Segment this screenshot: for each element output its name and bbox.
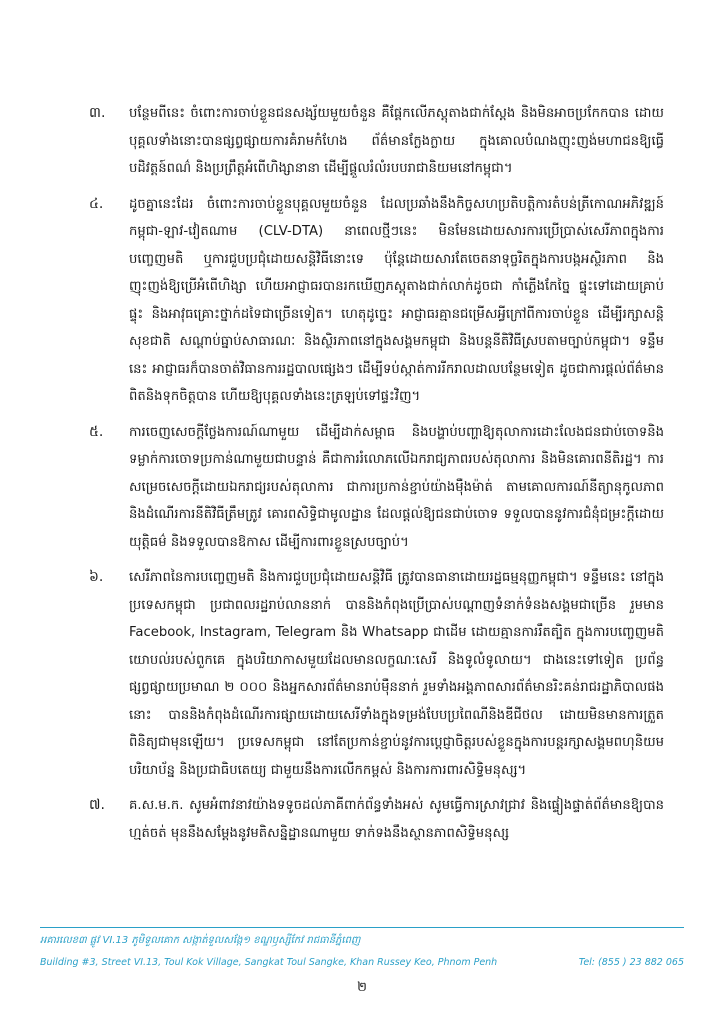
item-number: ៦. [89,569,104,585]
list-item [89,419,664,557]
item-number: ៤. [89,195,104,212]
footer-address-english: Building #3, Street VI.13, Toul Kok Village, Sangkat Toul Sangke, Khan Russey Keo, Phnom Penh [40,957,498,968]
item-number: ៧. [89,797,105,813]
numbered-paragraph-list [89,100,664,855]
list-item [89,564,664,784]
footer-address-khmer: អគារលេខ៣ ផ្លូវ VI.13 ភូមិទួលគោក សង្កាត់ទួលសង្កែ១ ខណ្ឌឫស្សីកែវ រាជធានីភ្នំពេញ [40,935,361,946]
item-number: ៣. [89,105,106,121]
item-paragraph: គ.ស.ម.ក. សូមអំពាវនាវយ៉ាងទទូចដល់ភាគីពាក់ព័ន្ធទាំងអស់ សូមធ្វើការស្រាវជ្រាវ និងផ្ទៀងផ្ទាត់ព័ត៌មានឱ្យបានហ្មត់ចត់ មុននឹងសម្ដែងនូវមតិសន្និដ្ឋានណាមួយ ទាក់ទងនឹងស្ថានភាពសិទ្ធិមនុស្ស [129,798,664,841]
footer-divider [40,927,684,928]
list-item [89,100,664,183]
page-number: ២ [357,980,367,995]
list-item [89,792,664,847]
item-paragraph: បន្ថែមពីនេះ ចំពោះការចាប់ខ្លួនជនសង្ស័យមួយចំនួន គឺផ្ដែកលើភស្តុតាងជាក់ស្តែង និងមិនអាចប្រកែកបាន ដោយបុគ្គលទាំងនោះបានផ្សព្វផ្សាយការគំរាមកំហែង ព័ត៌មានក្លែងក្លាយ ក្នុងគោលបំណងញុះញង់មហាជនឱ្យធ្វើបដិវត្តន៍ពណ៌ និងប្រព្រឹត្តអំពើហិង្សានានា ដើម្បីផ្ដួលរំលំរបបរាជានិយមនៅកម្ពុជា។ [129,106,664,176]
item-paragraph: ដូចគ្នានេះដែរ ចំពោះការចាប់ខ្លួនបុគ្គលមួយចំនួន ដែលប្រឆាំងនឹងកិច្ចសហប្រតិបត្តិការតំបន់ត្រីកោណអភិវឌ្ឍន៍ កម្ពុជា-ឡាវ-វៀតណាម (CLV-DTA) នាពេលថ្មីៗនេះ មិនមែនដោយសារការប្រើប្រាស់សេរីភាពក្នុងការបញ្ចេញមតិ ឬការជួបប្រជុំដោយសន្តិវិធីនោះទេ ប៉ុន្តែដោយសារតែចេតនាទុច្ចរិតក្នុងការបង្កអស្ថិរភាព និងញុះញង់ឱ្យប្រើអំពើហិង្សា ហើយអាជ្ញាធរបានរកឃើញភស្តុតាងជាក់លាក់ដូចជា កាំភ្លើងកែច្នៃ ផ្ទុះទៅដោយគ្រាប់ផ្ទុះ និងអាវុធគ្រោះថ្នាក់ដទៃជាច្រើនទៀត។ ហេតុដូច្នេះ អាជ្ញាធរគ្មានជម្រើសអ្វីក្រៅពីការចាប់ខ្លួន ដើម្បីរក្សាសន្តិសុខជាតិ សណ្ដាប់ធ្នាប់សាធារណៈ និងស្ថិរភាពនៅក្នុងសង្គមកម្ពុជា និងបន្តនីតិវិធីស្របតាមច្បាប់កម្ពុជា។ ទន្ទឹមនេះ អាជ្ញាធរក៏បានចាត់វិធានការរដ្ឋបាលផ្សេងៗ ដើម្បីទប់ស្កាត់ការរីករាលដាលបន្ថែមទៀត ដូចជាការផ្ដល់ព័ត៌មានពិតនិងទុកចិត្តបាន ហើយឱ្យបុគ្គលទាំងនេះត្រឡប់ទៅផ្ទះវិញ។ [129,196,664,404]
list-item [89,191,664,411]
item-paragraph: សេរីភាពនៃការបញ្ចេញមតិ និងការជួបប្រជុំដោយសន្តិវិធី ត្រូវបានធានាដោយរដ្ឋធម្មនុញ្ញកម្ពុជា។ ទន្ទឹមនេះ នៅក្នុងប្រទេសកម្ពុជា ប្រជាពលរដ្ឋរាប់លាននាក់ បាននិងកំពុងប្រើប្រាស់បណ្ដាញទំនាក់ទំនងសង្គមជាច្រើន រួមមាន Facebook, Instagram, Telegram និង Whatsapp ជាដើម ដោយគ្មានការរឹតត្បិត ក្នុងការបញ្ចេញមតិយោបល់របស់ពួកគេ ក្នុងបរិយាកាសមួយដែលមានលក្ខណៈសេរី និងទូលំទូលាយ។ ជាងនេះទៅទៀត ប្រព័ន្ធផ្សព្វផ្សាយប្រមាណ ២ ០០០ និងអ្នកសារព័ត៌មានរាប់ម៉ឺននាក់ រួមទាំងអង្គភាពសារព័ត៌មានរិះគន់រាជរដ្ឋាភិបាលផងនោះ បាននិងកំពុងដំណើរការផ្សាយដោយសេរីទាំងក្នុងទម្រង់បែបប្រពៃណីនិងឌីជីថល ដោយមិនមានការត្រួតពិនិត្យជាមុនឡើយ។ ប្រទេសកម្ពុជា នៅតែប្រកាន់ខ្ជាប់នូវការប្ដេជ្ញាចិត្តរបស់ខ្លួនក្នុងការបន្តរក្សាសង្គមពហុនិយម បរិយាប័ន្ន និងប្រជាធិបតេយ្យ ជាមួយនឹងការលើកកម្ពស់ និងការការពារសិទ្ធិមនុស្ស។ [129,570,664,778]
footer-telephone: Tel: (855 ) 23 882 065 [578,957,684,968]
item-paragraph: ការចេញសេចក្ដីថ្លែងការណ៍ណាមួយ ដើម្បីដាក់សម្ពាធ និងបង្ហាប់បញ្ហាឱ្យតុលាការដោះលែងជនជាប់ចោទនិងទម្លាក់ការចោទប្រកាន់ណាមួយជាបន្ទាន់ គឺជាការរំលោភលើឯករាជ្យភាពរបស់តុលាការ និងមិនគោរពនីតិរដ្ឋ។ ការសម្រេចសេចក្ដីដោយឯករាជ្យរបស់តុលាការ ជាការប្រកាន់ខ្ជាប់យ៉ាងម៉ឺងម៉ាត់ តាមគោលការណ៍នីត្យានុកូលភាព និងដំណើរការនីតិវិធីត្រឹមត្រូវ គោរពសិទ្ធិជាមូលដ្ឋាន ដែលផ្ដល់ឱ្យជនជាប់ចោទ ទទួលបាននូវការជំនុំជម្រះក្ដីដោយយុត្តិធម៌ និងទទួលបានឱកាស ដើម្បីការពារខ្លួនស្របច្បាប់។ [129,424,664,550]
item-number: ៥. [89,423,104,440]
